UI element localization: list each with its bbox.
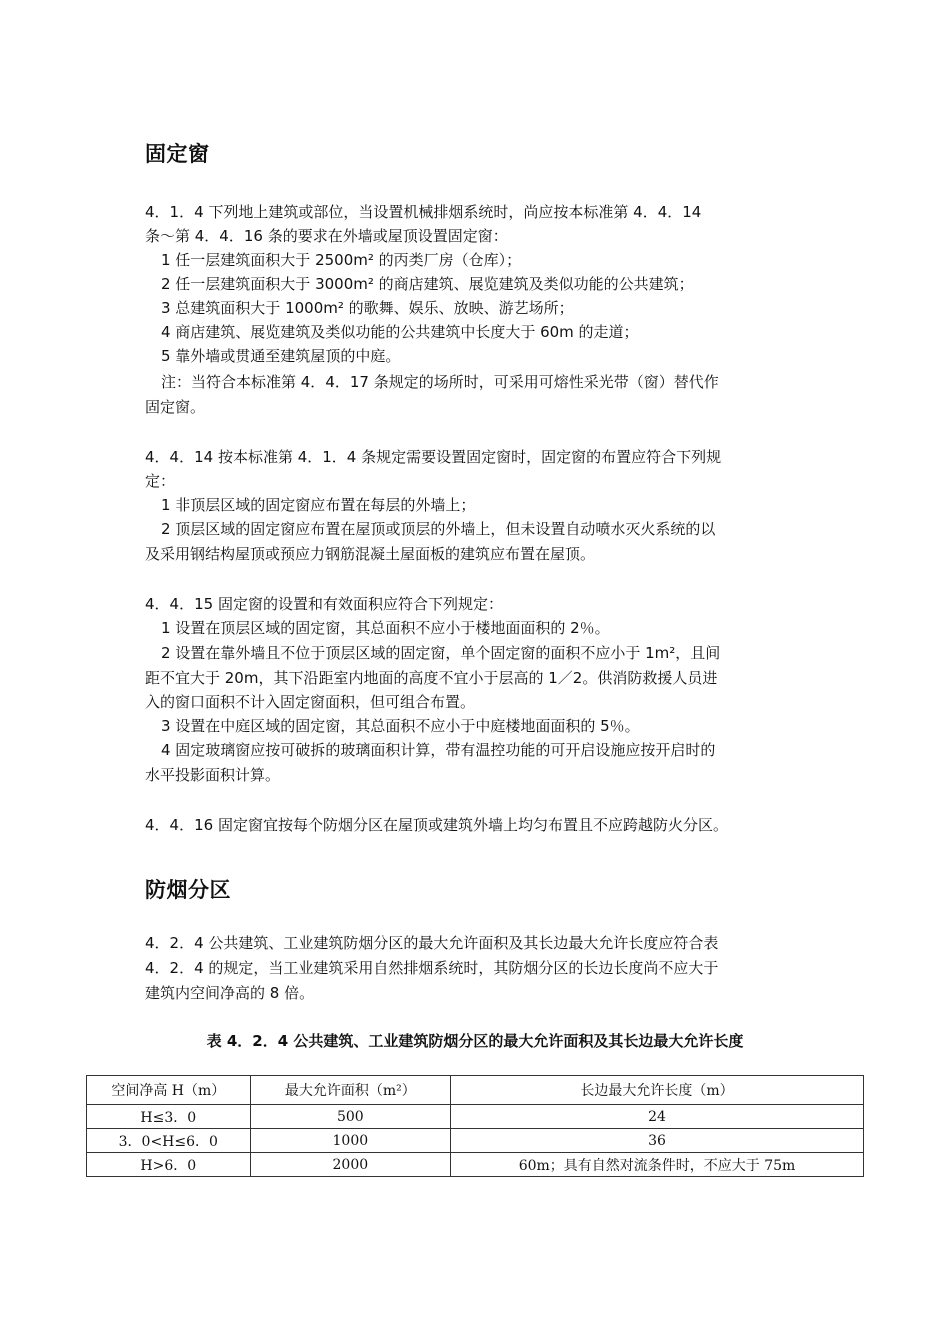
section-heading-smoke-compartment: 防烟分区 bbox=[145, 878, 231, 902]
column-header: 空间净高 H（m） bbox=[87, 1076, 251, 1105]
list-item: 2 任一层建筑面积大于 3000m² 的商店建筑、展览建筑及类似功能的公共建筑； bbox=[161, 275, 694, 293]
table-cell: 3．0<H≤6．0 bbox=[87, 1129, 251, 1153]
list-item: 4 固定玻璃窗应按可破拆的玻璃面积计算，带有温控功能的可开启设施应按开启时的 bbox=[161, 741, 716, 759]
list-item: 2 顶层区域的固定窗应布置在屋顶或顶层的外墙上，但未设置自动喷水灭火系统的以 bbox=[161, 520, 716, 538]
clause-4-1-4-line-2: 条～第 4．4．16 条的要求在外墙或屋顶设置固定窗： bbox=[145, 227, 508, 245]
list-item-continuation: 距不宜大于 20m，其下沿距室内地面的高度不宜小于层高的 1／2。供消防救援人员进 bbox=[145, 669, 718, 687]
table-row bbox=[87, 1105, 864, 1129]
table-cell: H>6．0 bbox=[87, 1153, 251, 1177]
note-line-2: 固定窗。 bbox=[145, 398, 206, 416]
table-cell: H≤3．0 bbox=[87, 1105, 251, 1129]
table-cell: 24 bbox=[451, 1105, 864, 1129]
table-cell: 36 bbox=[451, 1129, 864, 1153]
table-cell: 500 bbox=[250, 1105, 450, 1129]
table-header-row bbox=[87, 1076, 864, 1105]
clause-4-2-4-line-3: 建筑内空间净高的 8 倍。 bbox=[145, 984, 315, 1002]
column-header: 最大允许面积（m²） bbox=[250, 1076, 450, 1105]
table-row bbox=[87, 1153, 864, 1177]
list-item: 4 商店建筑、展览建筑及类似功能的公共建筑中长度大于 60m 的走道； bbox=[161, 323, 639, 341]
note-line-1: 注：当符合本标准第 4．4．17 条规定的场所时，可采用可熔性采光带（窗）替代作 bbox=[161, 373, 719, 391]
clause-4-2-4-line-2: 4．2．4 的规定，当工业建筑采用自然排烟系统时，其防烟分区的长边长度尚不应大于 bbox=[145, 959, 719, 977]
list-item: 1 设置在顶层区域的固定窗，其总面积不应小于楼地面面积的 2％。 bbox=[161, 619, 610, 637]
list-item: 1 任一层建筑面积大于 2500m² 的丙类厂房（仓库）； bbox=[161, 251, 522, 269]
clause-4-4-15-line-1: 4．4．15 固定窗的设置和有效面积应符合下列规定： bbox=[145, 595, 503, 613]
table-row bbox=[87, 1129, 864, 1153]
table-cell: 60m；具有自然对流条件时，不应大于 75m bbox=[451, 1153, 864, 1177]
clause-4-4-14-line-1: 4．4．14 按本标准第 4．1．4 条规定需要设置固定窗时，固定窗的布置应符合下列规 bbox=[145, 448, 722, 466]
list-item-continuation: 水平投影面积计算。 bbox=[145, 766, 281, 784]
column-header: 长边最大允许长度（m） bbox=[451, 1076, 864, 1105]
list-item: 5 靠外墙或贯通至建筑屋顶的中庭。 bbox=[161, 347, 401, 365]
table-cell: 1000 bbox=[250, 1129, 450, 1153]
smoke-compartment-table bbox=[86, 1075, 864, 1177]
list-item-continuation: 入的窗口面积不计入固定窗面积，但可组合布置。 bbox=[145, 693, 476, 711]
list-item: 2 设置在靠外墙且不位于顶层区域的固定窗，单个固定窗的面积不应小于 1m²，且间 bbox=[161, 644, 721, 662]
table-caption: 表 4．2．4 公共建筑、工业建筑防烟分区的最大允许面积及其长边最大允许长度 bbox=[206, 1032, 744, 1050]
table-cell: 2000 bbox=[250, 1153, 450, 1177]
list-item: 3 总建筑面积大于 1000m² 的歌舞、娱乐、放映、游艺场所； bbox=[161, 299, 574, 317]
clause-4-1-4-line-1: 4．1．4 下列地上建筑或部位，当设置机械排烟系统时，尚应按本标准第 4．4．14 bbox=[145, 203, 702, 221]
list-item: 3 设置在中庭区域的固定窗，其总面积不应小于中庭楼地面面积的 5％。 bbox=[161, 717, 640, 735]
clause-4-4-14-line-2: 定： bbox=[145, 472, 176, 490]
section-heading-fixed-window: 固定窗 bbox=[145, 142, 210, 166]
clause-4-2-4-line-1: 4．2．4 公共建筑、工业建筑防烟分区的最大允许面积及其长边最大允许长度应符合表 bbox=[145, 934, 719, 952]
list-item-continuation: 及采用钢结构屋顶或预应力钢筋混凝土屋面板的建筑应布置在屋顶。 bbox=[145, 545, 596, 563]
clause-4-4-16: 4．4．16 固定窗宜按每个防烟分区在屋顶或建筑外墙上均匀布置且不应跨越防火分区。 bbox=[145, 816, 728, 834]
list-item: 1 非顶层区域的固定窗应布置在每层的外墙上； bbox=[161, 496, 476, 514]
